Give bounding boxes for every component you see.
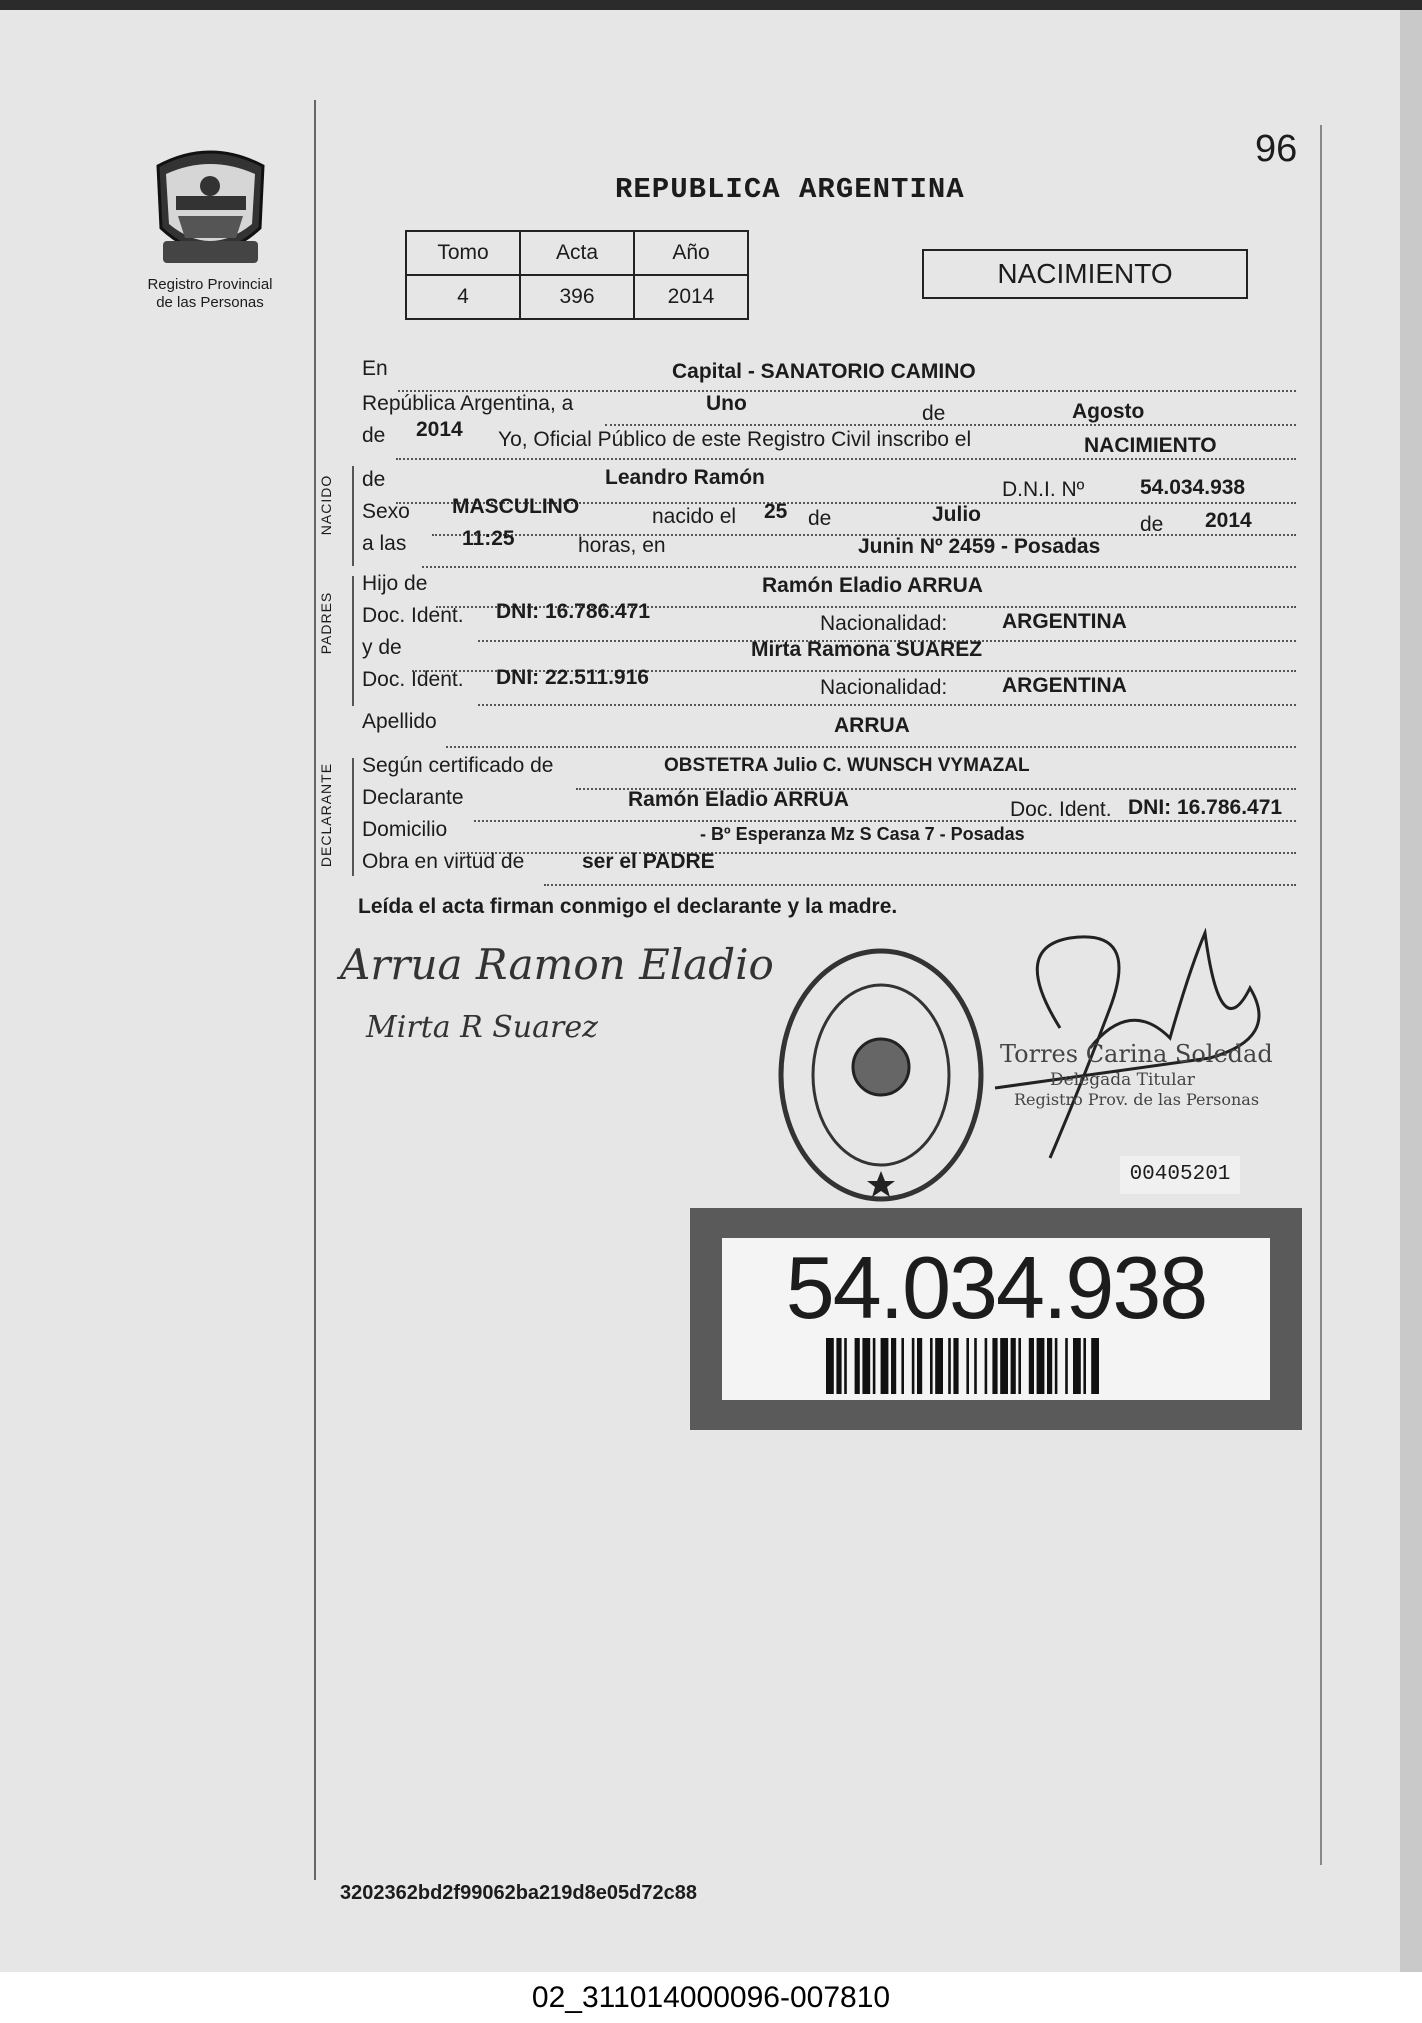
place-value: Capital - SANATORIO CAMINO bbox=[672, 360, 976, 383]
mother-label: y de bbox=[362, 636, 402, 659]
sex-value: MASCULINO bbox=[452, 495, 580, 518]
dotted-line bbox=[478, 702, 1296, 706]
record-header-year: Año bbox=[634, 231, 748, 275]
de-label-3: de bbox=[1140, 513, 1164, 536]
mother-doc-value: DNI: 22.511.916 bbox=[496, 666, 649, 689]
section-divider bbox=[352, 466, 354, 566]
barcode-label bbox=[690, 1208, 1302, 1430]
hour-label: a las bbox=[362, 532, 407, 555]
year-value: 2014 bbox=[416, 418, 463, 441]
official-office: Registro Prov. de las Personas bbox=[1014, 1090, 1260, 1109]
certificate-label: Según certificado de bbox=[362, 754, 554, 777]
birth-day-value: 25 bbox=[764, 500, 788, 523]
month-value: Agosto bbox=[1072, 400, 1145, 423]
declarant-label: Declarante bbox=[362, 786, 464, 809]
registry-name-line1: Registro Provincial bbox=[147, 276, 273, 293]
section-divider bbox=[352, 576, 354, 706]
left-margin-line bbox=[314, 100, 316, 1880]
child-name-value: Leandro Ramón bbox=[605, 466, 765, 489]
official-name: Torres Carina Soledad bbox=[1000, 1040, 1273, 1068]
record-type-box: NACIMIENTO bbox=[922, 249, 1248, 299]
birth-month-value: Julio bbox=[932, 503, 982, 526]
record-header-acta: Acta bbox=[520, 231, 634, 275]
mother-value: Mirta Ramona SUAREZ bbox=[751, 638, 983, 661]
nationality-label-mother: Nacionalidad: bbox=[820, 676, 948, 699]
dotted-line bbox=[396, 456, 1296, 460]
day-word-value: Uno bbox=[706, 392, 747, 415]
section-divider bbox=[352, 758, 354, 876]
birth-year-value: 2014 bbox=[1205, 509, 1252, 532]
address-label: Domicilio bbox=[362, 818, 448, 841]
republica-label: República Argentina, a bbox=[362, 392, 574, 415]
section-label-declarante: DECLARANTE bbox=[318, 762, 334, 868]
document-page bbox=[0, 10, 1400, 1972]
acts-as-value: ser el PADRE bbox=[582, 850, 715, 873]
father-value: Ramón Eladio ARRUA bbox=[762, 574, 983, 597]
nationality-label: Nacionalidad: bbox=[820, 612, 948, 635]
record-value-year: 2014 bbox=[634, 275, 748, 319]
officer-text: Yo, Oficial Público de este Registro Civil inscribo el bbox=[498, 428, 972, 451]
dotted-line bbox=[422, 564, 1296, 568]
de-label: de bbox=[922, 402, 946, 425]
barcode-icon bbox=[826, 1338, 1186, 1394]
section-label-nacido: NACIDO bbox=[318, 474, 334, 536]
doc-label-mother: Doc. Ident. bbox=[362, 668, 464, 691]
hour-value: 11:25 bbox=[462, 527, 515, 550]
barcode-number: 54.034.938 bbox=[785, 1238, 1207, 1337]
official-title: Delegada Titular bbox=[1050, 1070, 1195, 1090]
born-label: nacido el bbox=[652, 505, 737, 528]
declarant-signature: Arrua Ramon Eladio bbox=[340, 940, 774, 989]
record-table bbox=[405, 230, 749, 320]
document-hash: 3202362bd2f99062ba219d8e05d72c88 bbox=[340, 1882, 697, 1904]
birth-place-value: Junin Nº 2459 - Posadas bbox=[858, 535, 1101, 558]
address-value: - Bº Esperanza Mz S Casa 7 - Posadas bbox=[700, 824, 1025, 844]
right-margin-line bbox=[1320, 125, 1322, 1865]
father-label: Hijo de bbox=[362, 572, 428, 595]
declarant-doc-label: Doc. Ident. bbox=[1010, 798, 1112, 821]
name-label: de bbox=[362, 468, 386, 491]
mother-nationality-value: ARGENTINA bbox=[1002, 674, 1127, 697]
surname-value: ARRUA bbox=[834, 714, 910, 737]
hours-in-label: horas, en bbox=[578, 534, 666, 557]
acts-label: Obra en virtud de bbox=[362, 850, 525, 873]
father-nationality-value: ARGENTINA bbox=[1002, 610, 1127, 633]
section-label-padres: PADRES bbox=[318, 591, 334, 655]
scan-right-edge bbox=[1400, 10, 1422, 1972]
doc-label: Doc. Ident. bbox=[362, 604, 464, 627]
dni-label: D.N.I. Nº bbox=[1002, 478, 1085, 501]
official-stamp-icon bbox=[775, 945, 987, 1205]
dotted-line bbox=[474, 818, 1296, 822]
record-value-tomo: 4 bbox=[406, 275, 520, 319]
record-value-acta: 396 bbox=[520, 275, 634, 319]
child-dni-value: 54.034.938 bbox=[1140, 476, 1246, 499]
year-prefix-label: de bbox=[362, 424, 386, 447]
en-label: En bbox=[362, 357, 388, 380]
read-note: Leída el acta firman conmigo el declarante y la madre. bbox=[358, 895, 898, 918]
de-label-2: de bbox=[808, 507, 832, 530]
sex-label: Sexo bbox=[362, 500, 410, 523]
province-coat-of-arms-icon bbox=[148, 146, 273, 271]
declarant-value: Ramón Eladio ARRUA bbox=[628, 788, 849, 811]
registry-name bbox=[120, 276, 300, 312]
certificate-value: OBSTETRA Julio C. WUNSCH VYMAZAL bbox=[664, 755, 1030, 776]
surname-label: Apellido bbox=[362, 710, 437, 733]
file-caption: 02_311014000096-007810 bbox=[0, 1972, 1422, 2023]
country-title: REPUBLICA ARGENTINA bbox=[615, 173, 965, 206]
father-doc-value: DNI: 16.786.471 bbox=[496, 600, 651, 623]
inscribed-type-value: NACIMIENTO bbox=[1084, 434, 1217, 457]
page-number: 96 bbox=[1255, 128, 1298, 170]
control-number: 00405201 bbox=[1120, 1156, 1240, 1194]
dotted-line bbox=[446, 744, 1296, 748]
registry-name-line2: de las Personas bbox=[156, 294, 264, 311]
declarant-doc-value: DNI: 16.786.471 bbox=[1128, 796, 1283, 819]
record-header-tomo: Tomo bbox=[406, 231, 520, 275]
mother-signature: Mirta R Suarez bbox=[366, 1010, 598, 1045]
dotted-line bbox=[544, 882, 1296, 886]
dotted-line bbox=[605, 422, 1296, 426]
barcode-panel bbox=[722, 1238, 1270, 1400]
